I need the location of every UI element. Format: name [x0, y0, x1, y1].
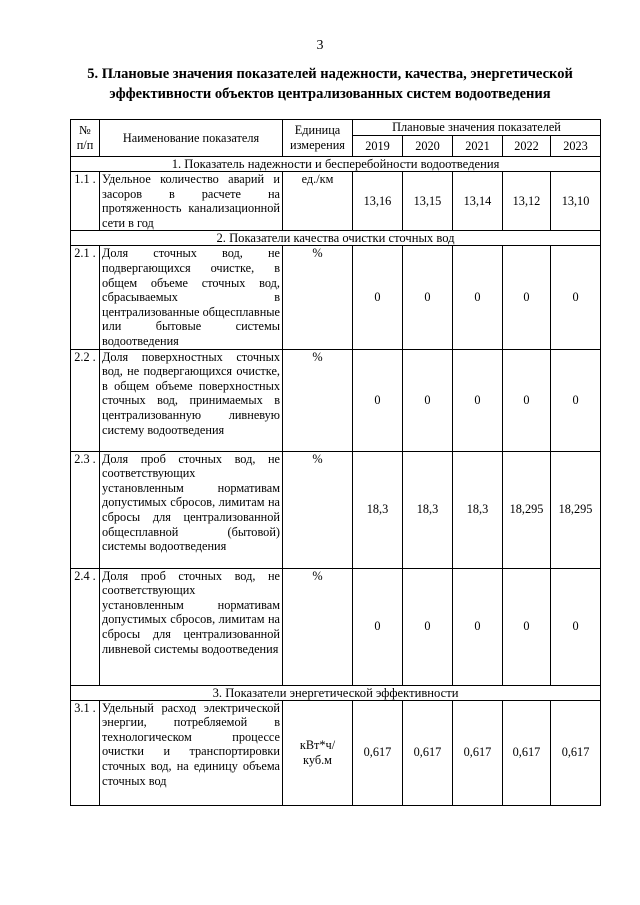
table-row [71, 172, 601, 231]
value-cell: 0 [453, 568, 503, 685]
header-year: 2019 [353, 136, 403, 157]
section-title: 1. Показатель надежности и бесперебойности водоотведения [71, 157, 601, 172]
indicator-unit: % [283, 451, 353, 568]
value-cell: 0 [453, 246, 503, 349]
indicator-name: Доля сточных вод, не подвергающихся очистке, в общем объеме сточных вод, сбрасываемых в централизованные общесплавные или бытовые системы водоотведения [100, 246, 283, 349]
header-name: Наименование показателя [100, 120, 283, 157]
value-cell: 13,16 [353, 172, 403, 231]
value-cell: 0 [551, 568, 601, 685]
indicator-name: Доля проб сточных вод, не соответствующих установленным нормативам допустимых сбросов, лимитам на сбросы для централизованной ливневой системы водоотведения [100, 568, 283, 685]
value-cell: 0 [503, 349, 551, 451]
value-cell: 13,15 [403, 172, 453, 231]
document-title-line-2: эффективности объектов централизованных систем водоотведения [109, 86, 551, 102]
table-row [71, 700, 601, 805]
page-number: 3 [316, 38, 324, 53]
table-row [71, 246, 601, 349]
header-row-1 [71, 120, 601, 136]
header-year: 2023 [551, 136, 601, 157]
table-row [71, 568, 601, 685]
value-cell: 13,14 [453, 172, 503, 231]
value-cell: 13,10 [551, 172, 601, 231]
indicator-unit: % [283, 568, 353, 685]
value-cell: 0,617 [403, 700, 453, 805]
row-number: 2.4 . [71, 568, 100, 685]
section-title: 2. Показатели качества очистки сточных вод [71, 231, 601, 246]
row-number: 2.3 . [71, 451, 100, 568]
header-num: № п/п [71, 120, 100, 157]
section-row [71, 685, 601, 700]
document-title-line-1: 5. Плановые значения показателей надежности, качества, энергетической [87, 66, 573, 82]
value-cell: 0,617 [453, 700, 503, 805]
value-cell: 18,295 [551, 451, 601, 568]
value-cell: 0 [403, 349, 453, 451]
value-cell: 0 [403, 568, 453, 685]
value-cell: 0 [551, 349, 601, 451]
value-cell: 0 [353, 568, 403, 685]
table-row [71, 451, 601, 568]
row-number: 2.2 . [71, 349, 100, 451]
value-cell: 0 [453, 349, 503, 451]
section-row [71, 231, 601, 246]
value-cell: 0,617 [503, 700, 551, 805]
table-row [71, 349, 601, 451]
indicator-unit: % [283, 246, 353, 349]
indicators-table [70, 119, 601, 806]
indicator-unit: кВт*ч/ куб.м [283, 700, 353, 805]
value-cell: 18,3 [353, 451, 403, 568]
value-cell: 0,617 [551, 700, 601, 805]
header-year: 2021 [453, 136, 503, 157]
section-row [71, 157, 601, 172]
indicator-name: Удельный расход электрической энергии, потребляемой в технологическом процессе очистки и транспортировки сточных вод, на единицу объема сточных вод [100, 700, 283, 805]
value-cell: 18,295 [503, 451, 551, 568]
header-unit: Единица измерения [283, 120, 353, 157]
value-cell: 0,617 [353, 700, 403, 805]
indicator-unit: ед./км [283, 172, 353, 231]
section-title: 3. Показатели энергетической эффективности [71, 685, 601, 700]
value-cell: 0 [353, 246, 403, 349]
header-year: 2020 [403, 136, 453, 157]
indicator-name: Доля проб сточных вод, не соответствующих установленным нормативам допустимых сбросов, лимитам на сбросы для централизованной общесплавной (бытовой) системы водоотведения [100, 451, 283, 568]
value-cell: 18,3 [403, 451, 453, 568]
indicator-name: Доля поверхностных сточных вод, не подвергающихся очистке, в общем объеме поверхностных сточных вод, принимаемых в централизованную ливневую систему водоотведения [100, 349, 283, 451]
value-cell: 0 [353, 349, 403, 451]
value-cell: 13,12 [503, 172, 551, 231]
value-cell: 18,3 [453, 451, 503, 568]
value-cell: 0 [551, 246, 601, 349]
indicator-name: Удельное количество аварий и засоров в расчете на протяженность канализационной сети в год [100, 172, 283, 231]
row-number: 3.1 . [71, 700, 100, 805]
header-planned-values: Плановые значения показателей [353, 120, 601, 136]
value-cell: 0 [403, 246, 453, 349]
row-number: 1.1 . [71, 172, 100, 231]
header-year: 2022 [503, 136, 551, 157]
value-cell: 0 [503, 568, 551, 685]
row-number: 2.1 . [71, 246, 100, 349]
value-cell: 0 [503, 246, 551, 349]
indicator-unit: % [283, 349, 353, 451]
document-title [60, 64, 600, 104]
